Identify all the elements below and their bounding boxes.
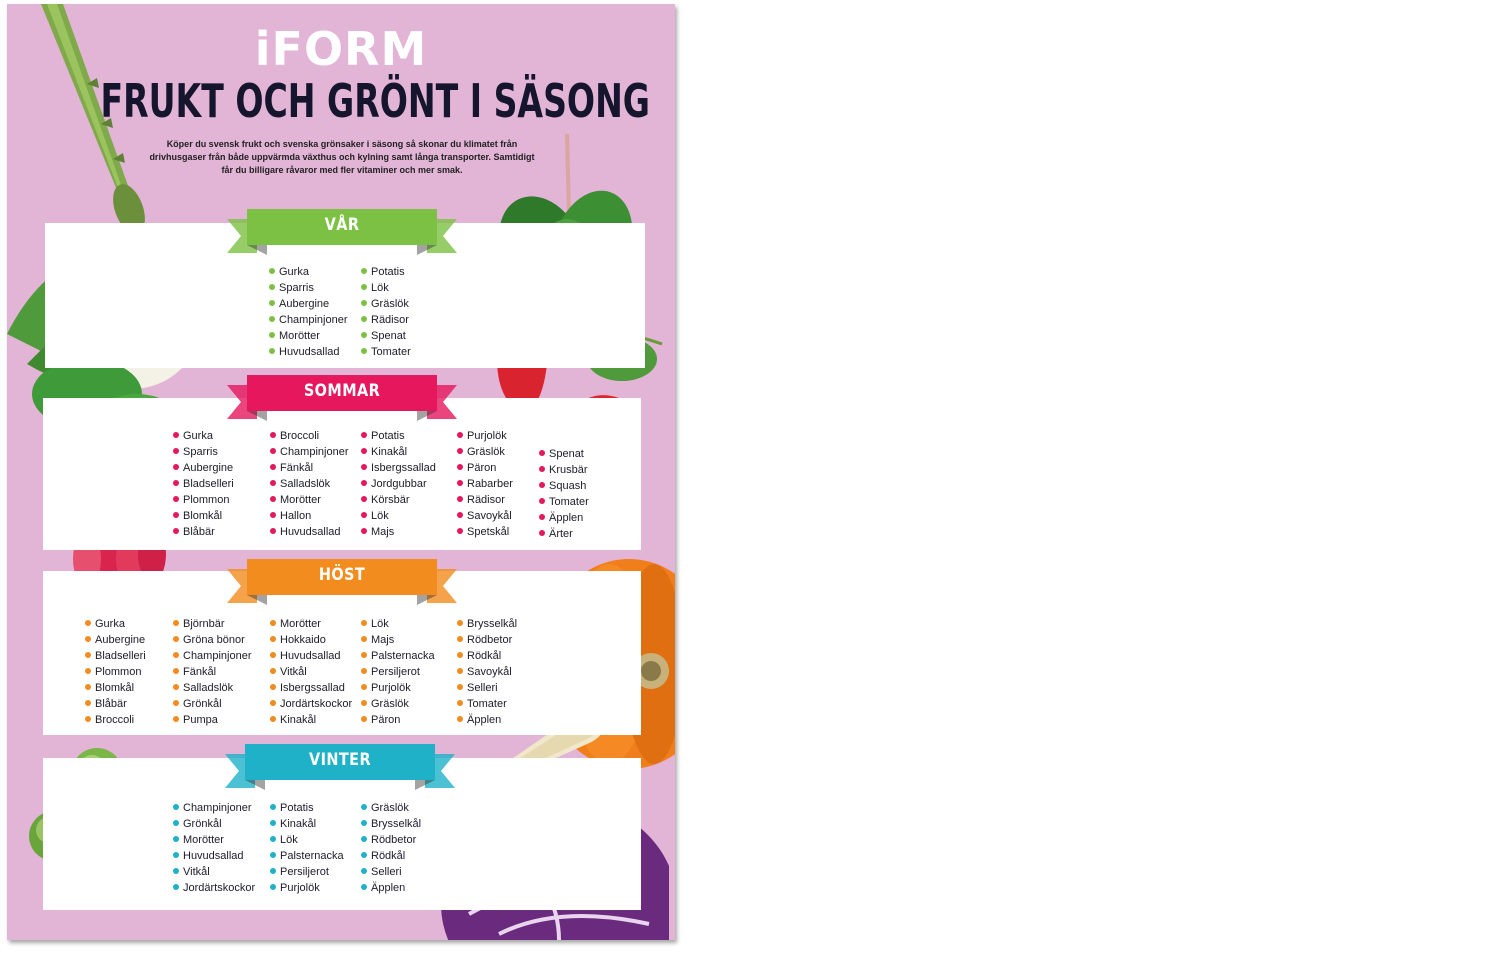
produce-item: Majs bbox=[361, 524, 436, 540]
produce-item: Äpplen bbox=[457, 712, 517, 728]
produce-item: Lök bbox=[361, 508, 436, 524]
produce-item: Morötter bbox=[270, 616, 352, 632]
produce-item: Morötter bbox=[173, 832, 255, 848]
produce-item: Potatis bbox=[361, 428, 436, 444]
produce-list-sommar-4 bbox=[457, 428, 513, 540]
produce-item: Champinjoner bbox=[173, 800, 255, 816]
produce-item: Fänkål bbox=[173, 664, 251, 680]
season-ribbon-sommar bbox=[227, 375, 457, 411]
produce-item: Rödbetor bbox=[457, 632, 517, 648]
season-ribbon-var bbox=[227, 209, 457, 245]
produce-item: Tomater bbox=[361, 344, 411, 360]
produce-item: Potatis bbox=[270, 800, 344, 816]
produce-list-host-4 bbox=[361, 616, 435, 728]
produce-item: Vitkål bbox=[173, 864, 255, 880]
produce-list-sommar-1 bbox=[173, 428, 234, 540]
season-title-sommar: SOMMAR bbox=[303, 381, 381, 401]
produce-item: Champinjoner bbox=[270, 444, 348, 460]
season-ribbon-vinter bbox=[225, 744, 455, 780]
produce-item: Brysselkål bbox=[361, 816, 421, 832]
produce-item: Savoykål bbox=[457, 664, 517, 680]
season-poster bbox=[7, 4, 675, 940]
produce-item: Rädisor bbox=[457, 492, 513, 508]
produce-item: Aubergine bbox=[173, 460, 234, 476]
produce-item: Selleri bbox=[361, 864, 421, 880]
produce-item: Sparris bbox=[173, 444, 234, 460]
produce-item: Blomkål bbox=[85, 680, 146, 696]
produce-item: Körsbär bbox=[361, 492, 436, 508]
produce-list-sommar-3 bbox=[361, 428, 436, 540]
produce-item: Hallon bbox=[270, 508, 348, 524]
produce-item: Pumpa bbox=[173, 712, 251, 728]
produce-item: Plommon bbox=[173, 492, 234, 508]
produce-item: Plommon bbox=[85, 664, 146, 680]
produce-list-host-1 bbox=[85, 616, 146, 728]
produce-item: Isbergssallad bbox=[270, 680, 352, 696]
produce-item: Rödbetor bbox=[361, 832, 421, 848]
produce-item: Äpplen bbox=[361, 880, 421, 896]
produce-item: Jordärtskockor bbox=[173, 880, 255, 896]
produce-item: Huvudsallad bbox=[269, 344, 347, 360]
produce-item: Huvudsallad bbox=[173, 848, 255, 864]
produce-item: Sparris bbox=[269, 280, 347, 296]
produce-item: Spenat bbox=[361, 328, 411, 344]
produce-item: Lök bbox=[270, 832, 344, 848]
produce-item: Brysselkål bbox=[457, 616, 517, 632]
produce-item: Palsternacka bbox=[270, 848, 344, 864]
produce-item: Aubergine bbox=[85, 632, 146, 648]
produce-item: Bladselleri bbox=[85, 648, 146, 664]
produce-item: Huvudsallad bbox=[270, 648, 352, 664]
produce-list-host-2 bbox=[173, 616, 251, 728]
produce-item: Gräslök bbox=[361, 296, 411, 312]
produce-item: Krusbär bbox=[539, 462, 589, 478]
produce-item: Grönkål bbox=[173, 816, 255, 832]
produce-item: Aubergine bbox=[269, 296, 347, 312]
produce-item: Champinjoner bbox=[173, 648, 251, 664]
produce-list-host-5 bbox=[457, 616, 517, 728]
produce-item: Kinakål bbox=[270, 816, 344, 832]
magazine-logo: iFORM bbox=[254, 22, 428, 76]
page-title: FRUKT OCH GRÖNT I SÄSONG bbox=[100, 74, 650, 128]
produce-item: Äpplen bbox=[539, 510, 589, 526]
produce-list-sommar-5 bbox=[539, 446, 589, 542]
produce-item: Purjolök bbox=[361, 680, 435, 696]
produce-item: Päron bbox=[457, 460, 513, 476]
produce-item: Salladslök bbox=[270, 476, 348, 492]
produce-item: Salladslök bbox=[173, 680, 251, 696]
produce-item: Persiljerot bbox=[361, 664, 435, 680]
produce-item: Ärter bbox=[539, 526, 589, 542]
produce-list-sommar-2 bbox=[270, 428, 348, 540]
produce-item: Gräslök bbox=[361, 800, 421, 816]
produce-item: Rabarber bbox=[457, 476, 513, 492]
produce-item: Purjolök bbox=[457, 428, 513, 444]
produce-item: Lök bbox=[361, 280, 411, 296]
produce-item: Broccoli bbox=[85, 712, 146, 728]
produce-item: Hokkaido bbox=[270, 632, 352, 648]
produce-list-var-1 bbox=[269, 264, 347, 360]
produce-item: Gräslök bbox=[457, 444, 513, 460]
produce-list-var-2 bbox=[361, 264, 411, 360]
produce-item: Jordgubbar bbox=[361, 476, 436, 492]
produce-item: Blåbär bbox=[173, 524, 234, 540]
produce-item: Gräslök bbox=[361, 696, 435, 712]
produce-item: Gurka bbox=[173, 428, 234, 444]
produce-item: Päron bbox=[361, 712, 435, 728]
produce-item: Blåbär bbox=[85, 696, 146, 712]
produce-list-vinter-1 bbox=[173, 800, 255, 896]
produce-list-host-3 bbox=[270, 616, 352, 728]
produce-item: Kinakål bbox=[361, 444, 436, 460]
produce-item: Savoykål bbox=[457, 508, 513, 524]
produce-item: Kinakål bbox=[270, 712, 352, 728]
produce-item: Broccoli bbox=[270, 428, 348, 444]
produce-item: Gröna bönor bbox=[173, 632, 251, 648]
season-title-vinter: VINTER bbox=[308, 750, 372, 770]
intro-text: Köper du svensk frukt och svenska grönsaker i säsong så skonar du klimatet från drivhusgaser från både uppvärmda växthus och kylning samt långa transporter. Samtidigt får du billigare råvaror med fler vitaminer och mer smak. bbox=[149, 139, 535, 175]
produce-item: Tomater bbox=[539, 494, 589, 510]
produce-item: Rödkål bbox=[457, 648, 517, 664]
produce-item: Fänkål bbox=[270, 460, 348, 476]
produce-item: Huvudsallad bbox=[270, 524, 348, 540]
season-ribbon-host bbox=[227, 559, 457, 595]
produce-item: Gurka bbox=[269, 264, 347, 280]
produce-item: Morötter bbox=[270, 492, 348, 508]
produce-item: Palsternacka bbox=[361, 648, 435, 664]
produce-item: Blomkål bbox=[173, 508, 234, 524]
produce-item: Björnbär bbox=[173, 616, 251, 632]
season-title-host: HÖST bbox=[318, 565, 366, 585]
produce-item: Potatis bbox=[361, 264, 411, 280]
produce-item: Isbergssallad bbox=[361, 460, 436, 476]
produce-item: Lök bbox=[361, 616, 435, 632]
produce-item: Grönkål bbox=[173, 696, 251, 712]
produce-item: Gurka bbox=[85, 616, 146, 632]
produce-item: Spetskål bbox=[457, 524, 513, 540]
produce-item: Squash bbox=[539, 478, 589, 494]
produce-item: Bladselleri bbox=[173, 476, 234, 492]
produce-item: Rödkål bbox=[361, 848, 421, 864]
produce-item: Majs bbox=[361, 632, 435, 648]
produce-item: Jordärtskockor bbox=[270, 696, 352, 712]
produce-item: Tomater bbox=[457, 696, 517, 712]
produce-item: Persiljerot bbox=[270, 864, 344, 880]
produce-list-vinter-2 bbox=[270, 800, 344, 896]
produce-item: Spenat bbox=[539, 446, 589, 462]
produce-item: Morötter bbox=[269, 328, 347, 344]
produce-item: Purjolök bbox=[270, 880, 344, 896]
produce-item: Champinjoner bbox=[269, 312, 347, 328]
season-title-var: VÅR bbox=[324, 215, 360, 235]
produce-item: Rädisor bbox=[361, 312, 411, 328]
produce-item: Selleri bbox=[457, 680, 517, 696]
produce-item: Vitkål bbox=[270, 664, 352, 680]
produce-list-vinter-3 bbox=[361, 800, 421, 896]
